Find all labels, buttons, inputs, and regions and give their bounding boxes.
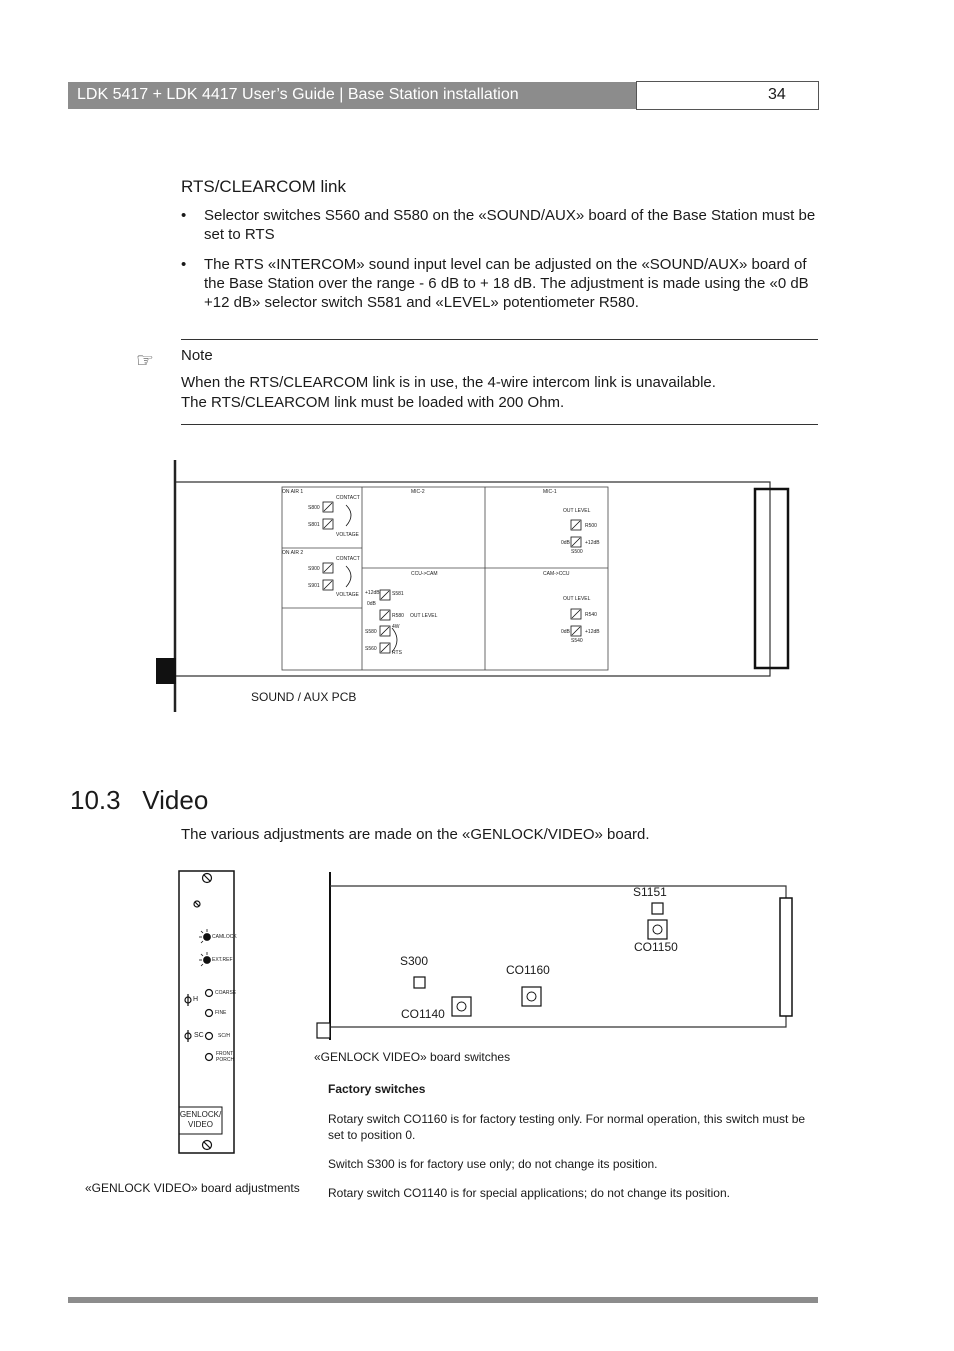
panel-label-h: H — [193, 996, 199, 1003]
panel-label-camlock: CAMLOCK — [212, 934, 237, 940]
pcb-label-12db-a: +12dB — [585, 540, 600, 546]
pcb-label-12db-c: +12dB — [365, 590, 380, 596]
pcb-label-s800: S800 — [308, 505, 320, 511]
pcb-label-r580: R580 — [392, 613, 404, 619]
board-label-co1160: CO1160 — [506, 963, 550, 977]
bullet-marker: • — [181, 256, 187, 273]
pcb-label-contact-2: CONTACT — [336, 556, 360, 562]
panel-label-fine: FINE — [215, 1010, 227, 1016]
board-label-co1150: CO1150 — [634, 940, 678, 954]
note-line-1: When the RTS/CLEARCOM link is in use, the 4-wire intercom link is unavailable. — [181, 374, 716, 391]
rts-heading: RTS/CLEARCOM link — [181, 177, 346, 196]
panel-board-name-line1: GENLOCK/ — [179, 1110, 222, 1119]
pcb-label-s901: S901 — [308, 583, 320, 589]
panel-label-sc: SC — [194, 1032, 204, 1039]
genlock-board-diagram — [312, 868, 798, 1044]
board-label-s1151: S1151 — [633, 885, 667, 899]
section-number: 10.3 — [70, 785, 121, 815]
pcb-label-s580: S580 — [365, 629, 377, 635]
panel-label-ext-ref: EXT.REF — [212, 957, 233, 963]
note-title: Note — [181, 347, 213, 364]
pcb-label-voltage-2: VOLTAGE — [336, 592, 359, 598]
pcb-label-on-air-1: ON AIR 1 — [282, 489, 304, 495]
pcb-label-out-level-small: OUT LEVEL — [410, 613, 438, 619]
pcb-label-r500: R500 — [585, 523, 597, 529]
board-label-co1140: CO1140 — [401, 1007, 445, 1021]
factory-text-3: Rotary switch CO1140 is for special applications; do not change its position. — [328, 1186, 730, 1200]
pcb-label-0db-a: 0dB — [561, 540, 570, 546]
pcb-label-ccu-cam: CCU->CAM — [411, 571, 438, 577]
video-intro: The various adjustments are made on the «GENLOCK/VIDEO» board. — [181, 826, 650, 843]
panel-label-sch: SC/H — [218, 1033, 230, 1039]
pcb-label-voltage-1: VOLTAGE — [336, 532, 359, 538]
panel-label-front: FRONT — [216, 1051, 234, 1057]
pcb-label-rts: RTS — [392, 650, 402, 656]
bullet-marker: • — [181, 207, 187, 224]
pcb-label-s581: S581 — [392, 591, 404, 597]
sound-pcb-caption: SOUND / AUX PCB — [251, 690, 357, 704]
section-name: Video — [142, 785, 209, 815]
pcb-label-s540: S540 — [571, 638, 583, 644]
bullet-text-2: The RTS «INTERCOM» sound input level can be adjusted on the «SOUND/AUX» board of the Base Station over the range - 6 dB to + 18 dB. The adjustment is made using the «0 dB +12 dB» selector switch S581 and «LEVEL» potentiometer R580. — [204, 256, 809, 311]
pcb-label-contact-1: CONTACT — [336, 495, 360, 501]
page-number: 34 — [768, 86, 786, 103]
pcb-label-s500: S500 — [571, 549, 583, 555]
pcb-label-0db-c: 0dB — [367, 601, 376, 607]
note-line-2: The RTS/CLEARCOM link must be loaded with 200 Ohm. — [181, 394, 565, 411]
pcb-label-out-level-cam-ccu: OUT LEVEL — [563, 596, 591, 602]
pcb-label-out-level-mic1: OUT LEVEL — [563, 508, 591, 514]
pcb-label-12db-b: +12dB — [585, 629, 600, 635]
footer-bar — [68, 1297, 818, 1303]
note-text — [181, 373, 821, 413]
pcb-label-mic1: MIC-1 — [543, 489, 557, 495]
note-top-rule — [181, 339, 818, 340]
factory-text-1: Rotary switch CO1160 is for factory testing only. For normal operation, this switch must be set to position 0. — [328, 1112, 806, 1142]
pcb-label-cam-ccu: CAM->CCU — [543, 571, 570, 577]
pointing-hand-icon: ☞ — [136, 350, 154, 372]
panel-label-coarse: COARSE — [215, 990, 237, 996]
panel-board-name-line2: VIDEO — [188, 1120, 213, 1129]
pcb-label-4w: 4W — [392, 624, 400, 630]
sound-aux-pcb-diagram — [150, 455, 800, 720]
note-bottom-rule — [181, 424, 818, 425]
pcb-label-mic2: MIC-2 — [411, 489, 425, 495]
panel-board-name — [179, 1110, 222, 1130]
factory-text-2: Switch S300 is for factory use only; do not change its position. — [328, 1157, 658, 1171]
section-title — [70, 785, 208, 816]
pcb-label-s900: S900 — [308, 566, 320, 572]
header-title: LDK 5417 + LDK 4417 User’s Guide | Base Station installation — [77, 86, 519, 103]
panel-label-porch: PORCH — [216, 1057, 235, 1063]
bullet-text-1: Selector switches S560 and S580 on the «SOUND/AUX» board of the Base Station must be set to RTS — [204, 207, 816, 243]
pcb-label-on-air-2: ON AIR 2 — [282, 550, 304, 556]
front-panel-caption: «GENLOCK VIDEO» board adjustments — [85, 1181, 300, 1195]
page-number-box — [636, 81, 819, 110]
factory-switches-title: Factory switches — [328, 1082, 426, 1096]
board-caption: «GENLOCK VIDEO» board switches — [314, 1050, 511, 1064]
pcb-label-s560: S560 — [365, 646, 377, 652]
pcb-label-0db-b: 0dB — [561, 629, 570, 635]
pcb-label-r540: R540 — [585, 612, 597, 618]
board-label-s300: S300 — [400, 954, 429, 968]
pcb-label-s801: S801 — [308, 522, 320, 528]
